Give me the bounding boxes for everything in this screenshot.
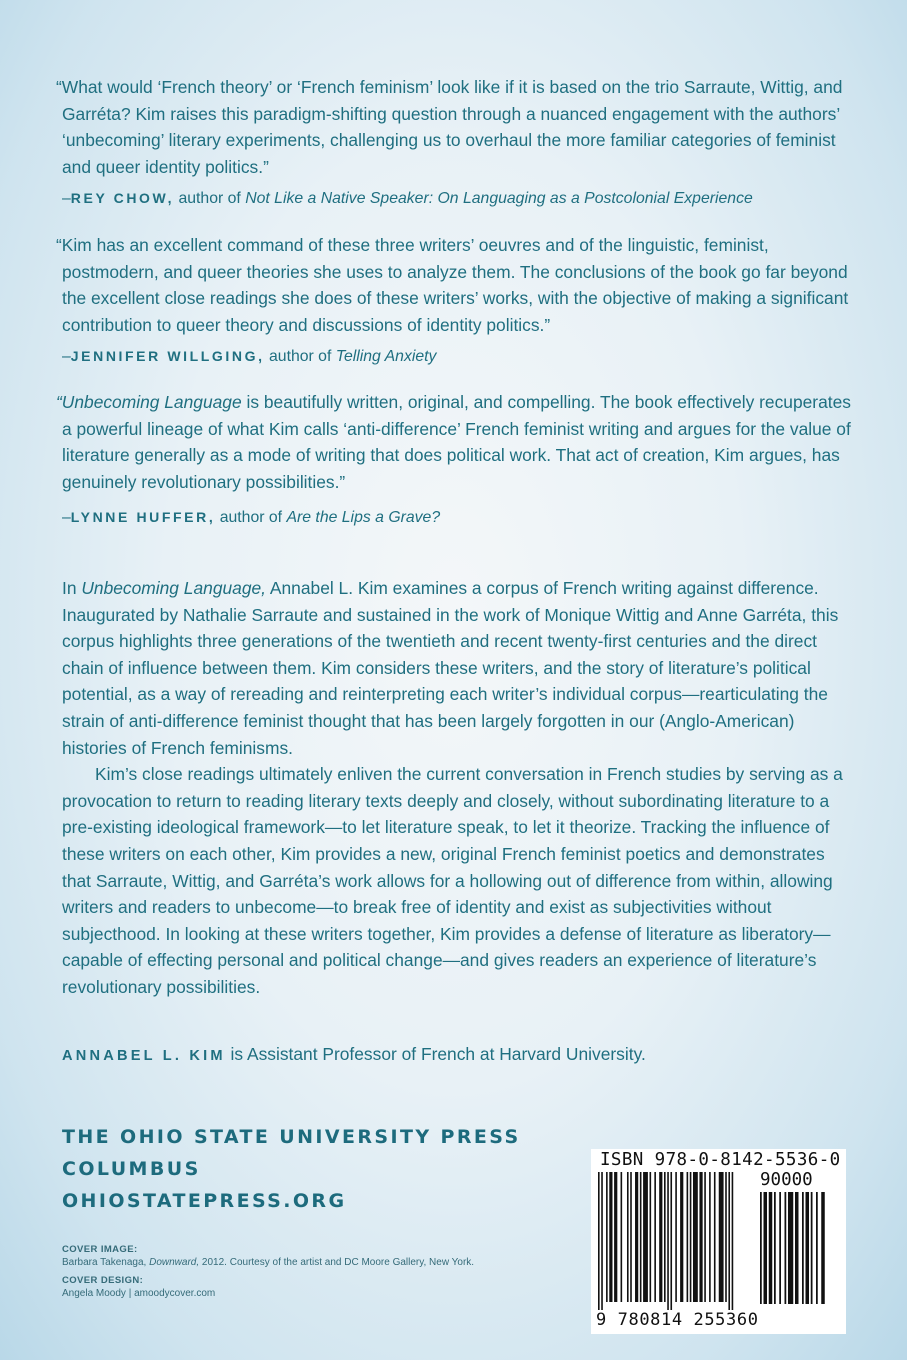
barcode-bar (635, 1172, 638, 1302)
cover-image-credit: Barbara Takenaga, Downward, 2012. Courtesy of the artist and DC Moore Gallery, New York. (62, 1257, 475, 1268)
barcode-bar (769, 1192, 773, 1304)
barcode-bar (609, 1172, 612, 1302)
blurb-book-title-3: Are the Lips a Grave? (286, 509, 441, 526)
barcode-bar (621, 1172, 623, 1302)
price-barcode (760, 1192, 842, 1312)
barcode-bar (802, 1192, 804, 1304)
barcode-bar (606, 1172, 608, 1302)
barcode-bar (687, 1172, 689, 1302)
price-code: 90000 (760, 1170, 813, 1190)
barcode-bar (640, 1172, 642, 1302)
barcode-bar (675, 1172, 677, 1302)
barcode-bar (728, 1172, 730, 1310)
barcode-bar (764, 1192, 768, 1304)
barcode-bar (719, 1172, 724, 1302)
barcode-bar (774, 1192, 776, 1304)
barcode-bar (760, 1192, 762, 1304)
barcode-bar (659, 1172, 662, 1302)
barcode-bar (693, 1172, 698, 1302)
blurb-attribution-1: –REY CHOW, author of Not Like a Native Speaker: On Languaging as a Postcolonial Experience (62, 190, 753, 207)
barcode-bar (785, 1192, 787, 1304)
publisher-city: COLUMBUS (62, 1158, 201, 1180)
blurb-attribution-2: –JENNIFER WILLGING, author of Telling Anxiety (62, 348, 437, 365)
barcode-bar (704, 1172, 706, 1302)
book-description (62, 575, 852, 1001)
blurb-quote-3 (56, 389, 852, 495)
barcode-bar (795, 1192, 799, 1304)
blurb-quote-1 (56, 74, 852, 180)
barcode-bar (732, 1172, 734, 1310)
publisher-website: OHIOSTATEPRESS.ORG (62, 1190, 347, 1212)
barcode-bar (821, 1192, 825, 1304)
publisher-name: THE OHIO STATE UNIVERSITY PRESS (62, 1126, 521, 1148)
blurb-author-name-1: REY CHOW, (70, 190, 175, 206)
description-paragraph-2: Kim’s close readings ultimately enliven the current conversation in French studies by serving as a provocation to return to reading literary texts deeply and closely, without subordinating literature to a pre-existing ideological framework—to let literature speak, to let it theorize. Tracking the influence of these writers on each other, Kim provides a new, original French feminist poetics and demonstrates that Sarraute, Wittig, and Garréta’s work allows for a hollowing out of difference from within, allowing writers and readers to unbecome—to break free of identity and exist as subjectivities without subjecthood. In looking at these writers together, Kim provides a defense of literature as liberatory—capable of effecting personal and political change—and gives readers an experience of literature’s revolutionary possibilities. (62, 764, 843, 997)
author-bio: ANNABEL L. KIM is Assistant Professor of French at Harvard University. (62, 1044, 646, 1064)
blurb-attribution-3: –LYNNE HUFFER, author of Are the Lips a Grave? (62, 509, 441, 526)
barcode-bar (816, 1192, 818, 1304)
barcode-bar (709, 1172, 711, 1302)
blurb-text-1: “What would ‘French theory’ or ‘French feminism’ look like if it is based on the trio Sarraute, Wittig, and Garréta? Kim raises this paradigm-shifting question through a nuanced engagement with the authors’ ‘unbecoming’ literary experiments, challenging us to overhaul the more familiar categories of feminist and queer identity politics.” (56, 77, 843, 177)
barcode-bar (779, 1192, 781, 1304)
barcode-bar (811, 1192, 813, 1304)
blurb-author-name-3: LYNNE HUFFER, (70, 509, 216, 525)
blurb-book-title-2: Telling Anxiety (335, 348, 437, 365)
description-paragraph-1: In Unbecoming Language, Annabel L. Kim examines a corpus of French writing against difference. Inaugurated by Nathalie Sarraute and sustained in the work of Monique Wittig and Anne Garréta, this corpus highlights three generations of the twentieth and recent twenty-first centuries and the direct chain of influence between them. Kim considers these writers, and the story of literature’s political potential, as a way of rereading and reinterpreting each writer’s individual corpus—rearticulating the strain of anti-difference feminist thought that has been largely forgotten in our (Anglo-American) histories of French feminisms. (62, 578, 839, 758)
cover-design-credit: Angela Moody | amoodycover.com (62, 1288, 216, 1299)
isbn-number: ISBN 978-0-8142-5536-0 (600, 1150, 841, 1170)
barcode-bar (630, 1172, 632, 1302)
barcode-bar (614, 1172, 617, 1302)
ean-digits: 9 780814 255360 (596, 1310, 759, 1330)
barcode-bar (654, 1172, 656, 1302)
barcode-bar (788, 1192, 793, 1304)
barcode-bar (667, 1172, 669, 1310)
barcode-bar (714, 1172, 716, 1302)
blurb-book-title-1: Not Like a Native Speaker: On Languaging as a Postcolonial Experience (245, 190, 753, 207)
barcode-bar (670, 1172, 672, 1310)
barcode-bar (643, 1172, 648, 1302)
blurb-text-3: “Unbecoming Language is beautifully written, original, and compelling. The book effectively recuperates a powerful lineage of what Kim calls ‘anti-difference’ French feminist writing and argues for the value of literature generally as a mode of writing that does political work. That act of creation, Kim argues, has genuinely revolutionary possibilities.” (56, 392, 851, 492)
blurb-quote-2 (56, 232, 852, 338)
barcode-bar (664, 1172, 666, 1302)
barcode-bar (680, 1172, 683, 1302)
barcode-bar (601, 1172, 603, 1310)
isbn-barcode (598, 1172, 750, 1312)
barcode-bar (598, 1172, 600, 1310)
barcode-bar (627, 1172, 629, 1302)
cover-credits (62, 1243, 474, 1300)
blurb-author-name-2: JENNIFER WILLGING, (70, 348, 265, 364)
barcode-bar (725, 1172, 727, 1302)
cover-image-label: COVER IMAGE: (62, 1244, 138, 1255)
barcode-bar (650, 1172, 652, 1302)
blurb-text-2: “Kim has an excellent command of these three writers’ oeuvres and of the linguistic, feminist, postmodern, and queer theories she uses to analyze them. The conclusions of the book go far beyond the excellent close readings she does of these writers’ works, with the objective of making a significant contribution to queer theory and discussions of identity politics.” (56, 235, 849, 335)
barcode-bar (699, 1172, 702, 1302)
cover-design-label: COVER DESIGN: (62, 1275, 144, 1286)
author-name: ANNABEL L. KIM (62, 1048, 226, 1064)
barcode-bar (690, 1172, 692, 1302)
barcode-bar (806, 1192, 810, 1304)
